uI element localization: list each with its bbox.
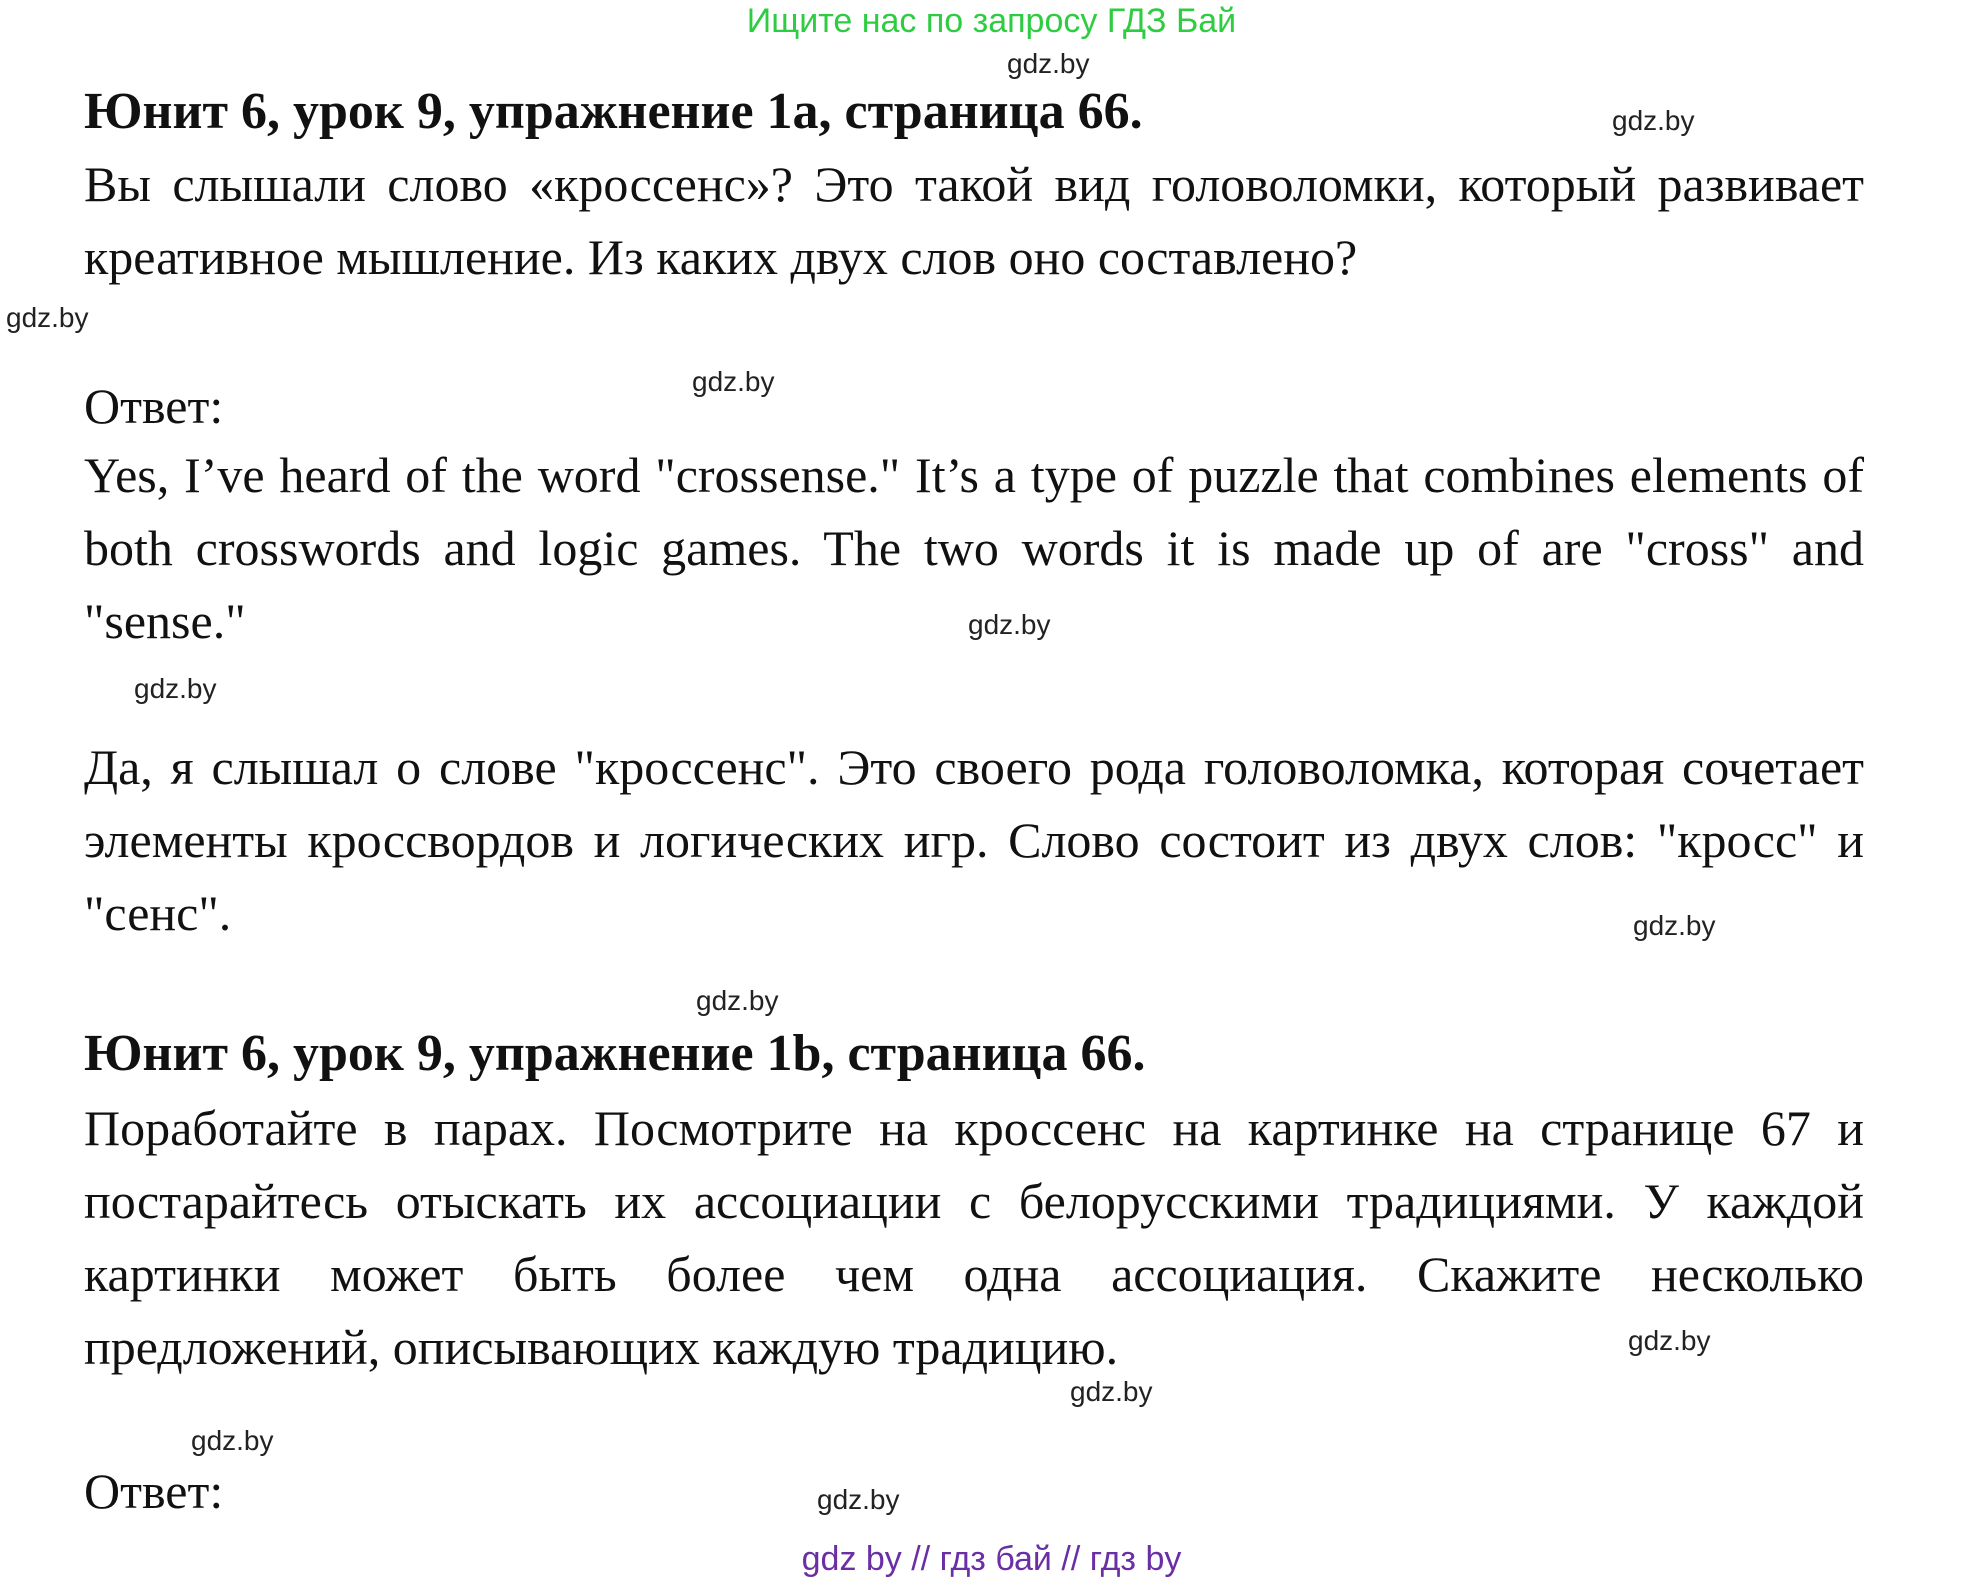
watermark: gdz.by [692, 366, 775, 397]
watermark: gdz.by [1007, 48, 1090, 79]
site-banner[interactable]: Ищите нас по запросу ГДЗ Бай [746, 2, 1237, 40]
exercise-1a-heading: Юнит 6, урок 9, упражнение 1a, страница 66. [84, 83, 1143, 140]
watermark: gdz.by [817, 1484, 900, 1515]
exercise-1a-answer-ru: Да, я слышал о слове "кроссенс". Это своего рода головоломка, которая сочетает элементы кроссвордов и логических игр. Слово состоит из двух слов: "кросс" и "сенс". [84, 739, 1864, 941]
exercise-1a-answer-en: Yes, I’ve heard of the word "crossense." It’s a type of puzzle that combines elements of both crosswords and logic games. The two words it is made up of are "cross" and "sense." [84, 447, 1864, 649]
watermark: gdz.by [1612, 105, 1695, 136]
exercise-1b-answer-label: Ответ: [84, 1463, 224, 1519]
exercise-1b-task: Поработайте в парах. Посмотрите на кроссенс на картинке на странице 67 и постарайтесь отыскать их ассоциации с белорусскими традициями. У каждой картинки может быть более чем одна ассоциация. Скажите несколько предложений, описывающих каждую традицию. [84, 1100, 1864, 1375]
watermark: gdz.by [6, 302, 89, 333]
exercise-1b-heading: Юнит 6, урок 9, упражнение 1b, страница 66. [84, 1025, 1146, 1082]
watermark: gdz.by [1633, 910, 1716, 941]
watermark: gdz.by [1070, 1376, 1153, 1407]
footer-links[interactable]: gdz by // гдз бай // гдз by [801, 1540, 1182, 1578]
watermark: gdz.by [1628, 1325, 1711, 1356]
watermark: gdz.by [968, 609, 1051, 640]
exercise-1a-task: Вы слышали слово «кроссенс»? Это такой вид головоломки, который развивает креативное мышление. Из каких двух слов оно составлено? [84, 156, 1864, 285]
watermark: gdz.by [134, 673, 217, 704]
watermark: gdz.by [191, 1425, 274, 1456]
exercise-1a-answer-label: Ответ: [84, 378, 224, 434]
watermark: gdz.by [696, 985, 779, 1016]
